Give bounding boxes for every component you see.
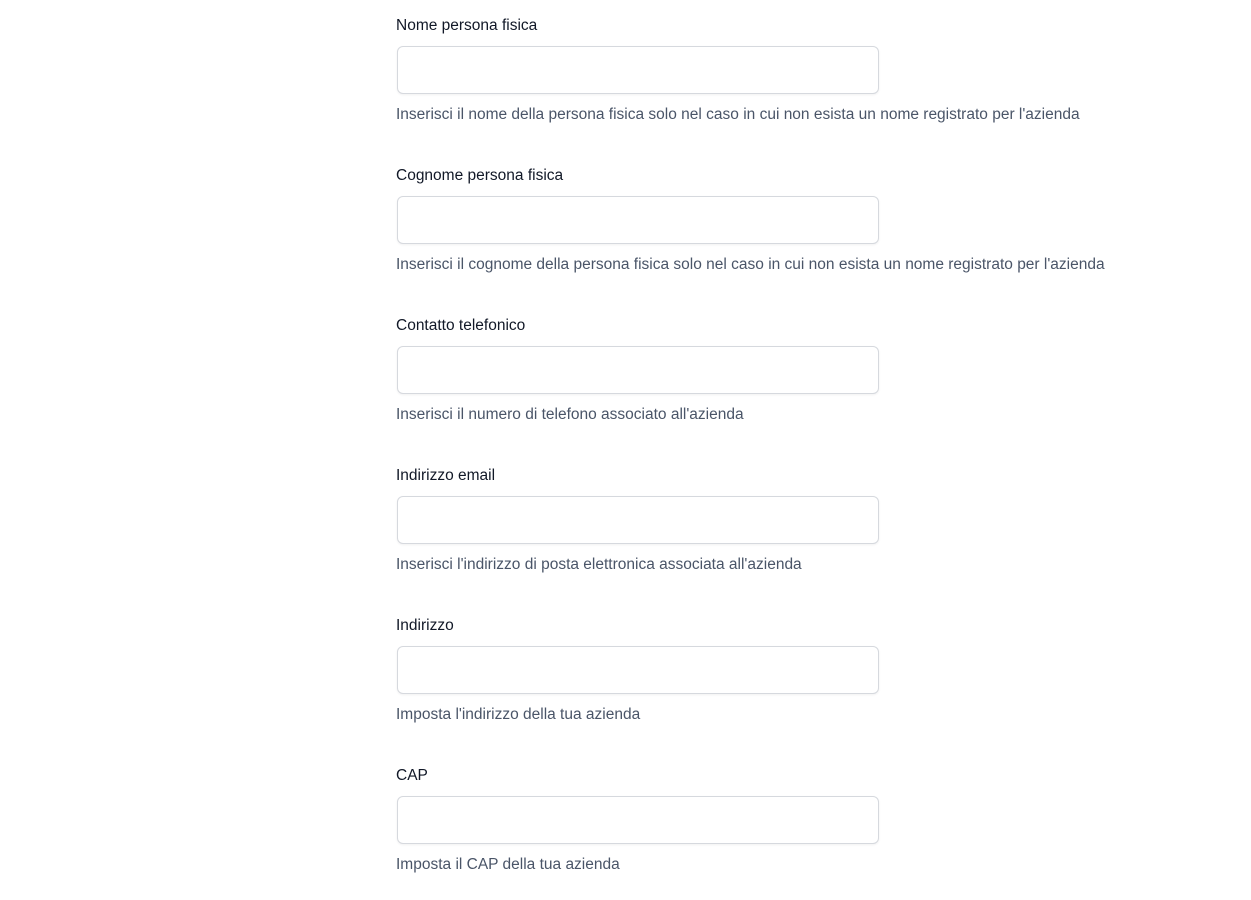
field-label: Nome persona fisica — [396, 17, 538, 34]
field-help-text: Imposta il CAP della tua azienda — [396, 856, 620, 873]
field-help-text: Inserisci il nome della persona fisica solo nel caso in cui non esista un nome registrato per l'azienda — [396, 106, 1080, 123]
indirizzo-input[interactable] — [397, 646, 879, 694]
field-label: Indirizzo — [396, 617, 454, 634]
indirizzo-email-input[interactable] — [397, 496, 879, 544]
cognome-persona-fisica-input[interactable] — [397, 196, 879, 244]
field-indirizzo — [396, 600, 1216, 730]
cap-input[interactable] — [397, 796, 879, 844]
field-cognome-persona-fisica — [396, 150, 1216, 280]
field-label: CAP — [396, 767, 428, 784]
field-contatto-telefonico — [396, 300, 1216, 430]
field-label: Cognome persona fisica — [396, 167, 564, 184]
field-nome-persona-fisica — [396, 0, 1216, 130]
field-cap — [396, 750, 1216, 880]
contatto-telefonico-input[interactable] — [397, 346, 879, 394]
nome-persona-fisica-input[interactable] — [397, 46, 879, 94]
field-indirizzo-email — [396, 450, 1216, 580]
field-label: Indirizzo email — [396, 467, 496, 484]
field-help-text: Inserisci il numero di telefono associato all'azienda — [396, 406, 744, 423]
field-help-text: Imposta l'indirizzo della tua azienda — [396, 706, 641, 723]
field-help-text: Inserisci l'indirizzo di posta elettronica associata all'azienda — [396, 556, 802, 573]
field-help-text: Inserisci il cognome della persona fisica solo nel caso in cui non esista un nome registrato per l'azienda — [396, 256, 1105, 273]
field-label: Contatto telefonico — [396, 317, 526, 334]
